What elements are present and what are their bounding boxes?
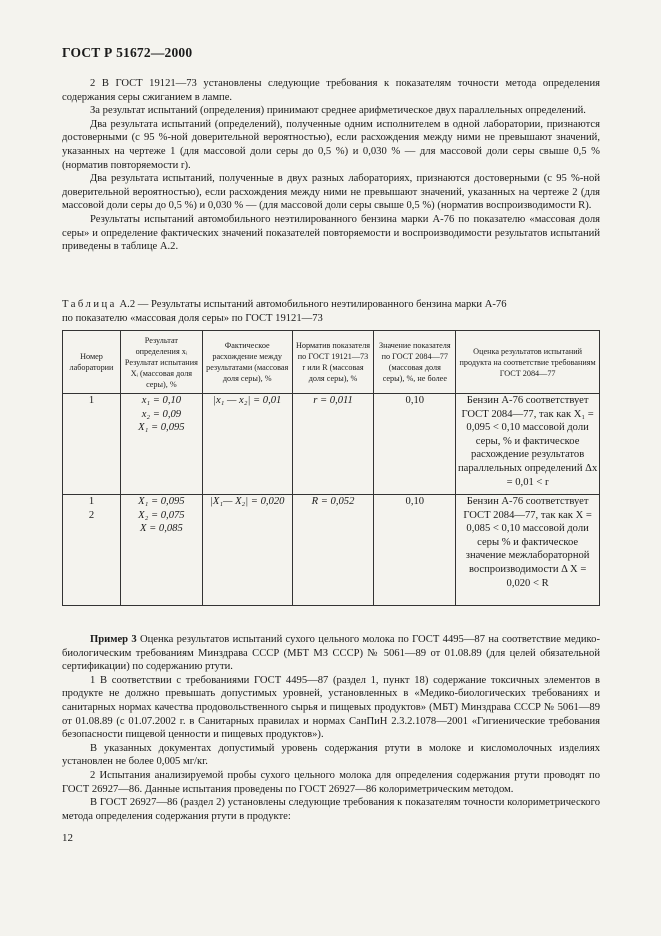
paragraph: 2 В ГОСТ 19121—73 установлены следующие требования к показателям точности метода определения содержания серы сжиганием в лампе. (62, 78, 600, 103)
lab-1: 1 (88, 496, 95, 507)
table-caption (62, 298, 600, 325)
cell-eval: Бензин А-76 соответствует ГОСТ 2084—77, так как X = 0,085 < 0,10 массовой доли серы % и фактическое значение межлабораторной воспроизводимости Δ X = 0,020 < R (456, 495, 600, 606)
caption-label: Таблица (62, 299, 117, 310)
cell-lab (63, 495, 121, 606)
value-Xmean: X = 0,085 (139, 523, 183, 535)
value-x2: x₂ = 0,09 (141, 408, 182, 420)
example3-paragraph (62, 633, 600, 674)
table-row (63, 495, 600, 606)
paragraph: 1 В соответствии с требованиями ГОСТ 4495—87 (раздел 1, пункт 18) содержание токсичных элементов в продукте не должно превышать допустимых уровней, установленных в «Медико-биологических требованиях и санитарных нормах качества продовольственного сырья и пищевых продуктов» (МБТ) Минздрава СССР № 5061—89 от 01.08.89 (с 01.07.2002 г. в Санитарных правилах и нормах СанПиН 2.3.2.1078—2001 «Гигиенические требования безопасности пищевой ценности и пищевых продуктов»). (62, 674, 600, 741)
col-header-limit: Значение показателя по ГОСТ 2084—77 (массовая доля серы), %, не более (374, 331, 456, 394)
cell-diff: |X₁— X₂| = 0,020 (202, 495, 292, 606)
caption-line2: по показателю «массовая доля серы» по ГОСТ 19121—73 (62, 312, 323, 324)
paragraph: В указанных документах допустимый уровень содержания ртути в молоке и кисломолочных изделиях установлен не более 0,005 мг/кг. (62, 742, 600, 768)
value-x1: x₁ = 0,10 (141, 395, 182, 406)
cell-results (120, 394, 202, 495)
paragraph: Два результата испытаний (определений), полученные одним исполнителем в одной лаборатории, признаются достоверными (с 95 %-ной доверительной вероятностью), если расхождения между ними не превышают значений, указанных на чертеже 1 (для массовой доли серы до 0,5 %) и 0,030 % — для массовой доли серы свыше 0,5 % (норматив повторяемости r). (62, 118, 600, 171)
cell-eval: Бензин А-76 соответствует ГОСТ 2084—77, так как X₁ = 0,095 < 0,10 массовой доли серы, % и фактическое расхождение результатов параллельных определений Δx = 0,01 < r (456, 394, 600, 495)
cell-norm: R = 0,052 (292, 495, 374, 606)
example3-section (62, 633, 600, 823)
page-number: 12 (62, 832, 73, 844)
paragraph: Результаты испытаний автомобильного неэтилированного бензина марки А-76 по показателю «массовая доля серы» и определение фактических значений показателей повторяемости и воспроизводимости результатов испытаний приведены в таблице А.2. (62, 213, 600, 253)
table-row (63, 394, 600, 495)
cell-limit: 0,10 (374, 495, 456, 606)
caption-line1: А.2 — Результаты испытаний автомобильного неэтилированного бензина марки А-76 (116, 299, 507, 310)
cell-lab: 1 (63, 394, 121, 495)
results-table (62, 330, 600, 606)
example3-text: Оценка результатов испытаний сухого цельного молока по ГОСТ 4495—87 на соответствие медико-биологическим требованиям Минздрава СССР (МБТ МЗ СССР) № 5061—89 от 01.08.89 (для целей обязательной сертификации) по содержанию ртути. (62, 634, 600, 673)
paragraph: Два результата испытаний, полученные в двух разных лабораториях, признаются достоверными (с 95 %-ной доверительной вероятностью), если расхождения между ними не превышают значений, указанных на чертеже 2 (для массовой доли серы до 0,5 %) и 0,030 % — (для массовой доли серы свыше 0,5 %) (норматив воспроизводимости R). (62, 173, 600, 212)
document-header: ГОСТ Р 51672—2000 (62, 45, 193, 60)
col-header-lab: Номер лаборатории (63, 331, 121, 394)
paragraph: За результат испытаний (определения) принимают среднее арифметическое двух параллельных определений. (90, 105, 586, 117)
intro-section (62, 77, 600, 254)
col-header-diff: Фактическое расхождение между результатами (массовая доля серы), % (202, 331, 292, 394)
cell-limit: 0,10 (374, 394, 456, 495)
cell-results (120, 495, 202, 606)
paragraph: В ГОСТ 26927—86 (раздел 2) установлены следующие требования к показателям точности колориметрического метода определения содержания ртути в продукте: (62, 797, 600, 822)
col-header-result: Результат определения xᵢ Результат испытания Xᵢ (массовая доля серы), % (120, 331, 202, 394)
cell-diff: |x₁ — x₂| = 0,01 (202, 394, 292, 495)
col-header-norm: Норматив показателя по ГОСТ 19121—73 r или R (массовая доля серы), % (292, 331, 374, 394)
cell-norm: r = 0,011 (292, 394, 374, 495)
value-X1: X₁ = 0,095 (138, 422, 185, 434)
paragraph: 2 Испытания анализируемой пробы сухого цельного молока для определения содержания ртути проводят по ГОСТ 26927—86. Данные испытания проведены по ГОСТ 26927—86 колориметрическим методом. (62, 769, 600, 795)
value-X2: X₂ = 0,075 (138, 509, 185, 521)
col-header-eval: Оценка результатов испытаний продукта на соответствие требованиям ГОСТ 2084—77 (456, 331, 600, 394)
lab-2: 2 (88, 509, 95, 521)
table-header-row (63, 331, 600, 394)
example3-label: Пример 3 (90, 634, 137, 645)
value-X1: X₁ = 0,095 (138, 496, 185, 507)
